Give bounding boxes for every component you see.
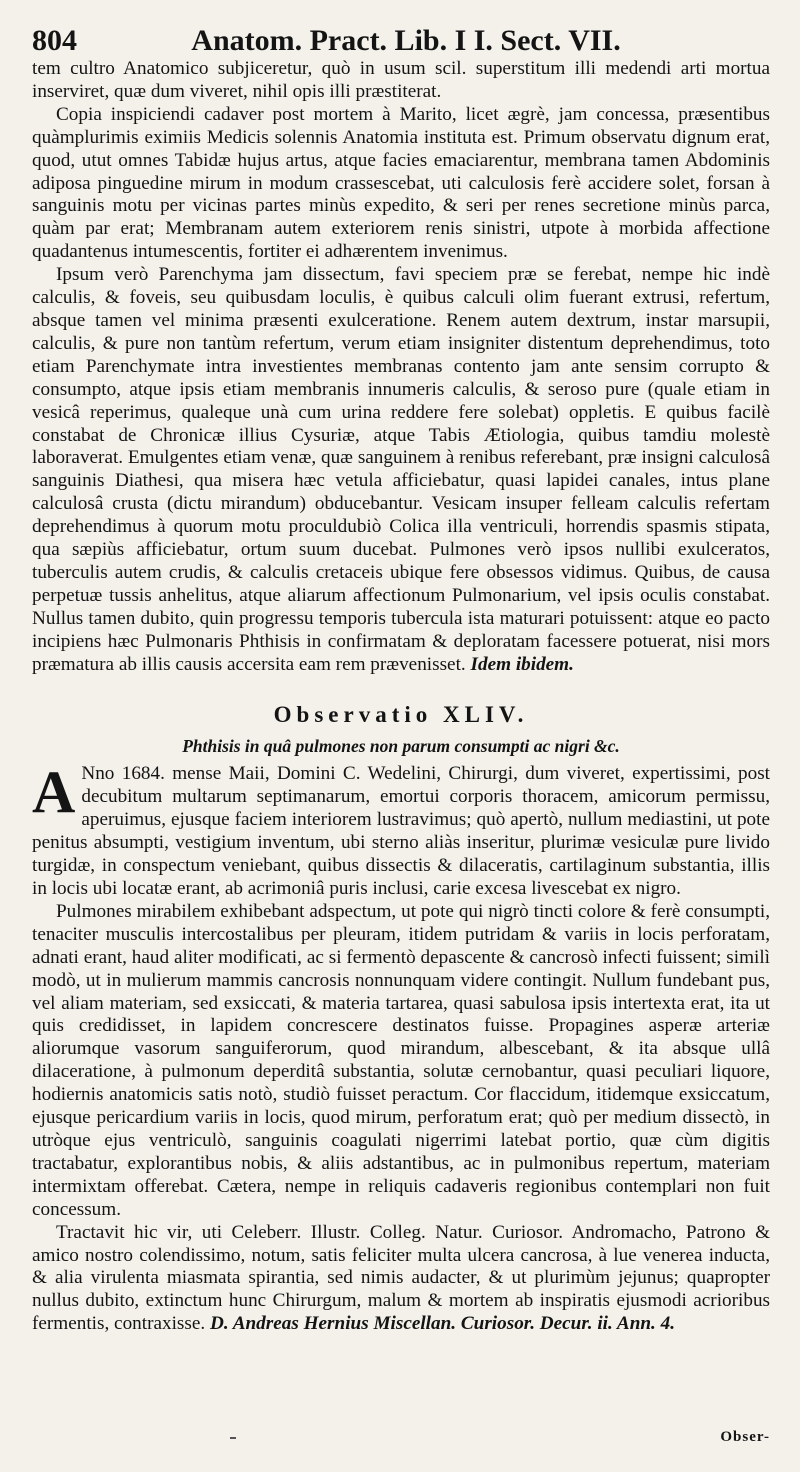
signature: Idem ibidem. xyxy=(470,653,574,675)
paragraph-opening xyxy=(32,759,770,900)
ink-mark xyxy=(230,1437,236,1439)
paragraph xyxy=(32,1222,770,1337)
paragraph-continuation: tem cultro Anatomico subjiceretur, quò in usum scil. superstitum illi medendi arti mortua inserviret, quæ dum viveret, nihil opis illi præstiterat. xyxy=(32,58,770,102)
paragraph-text: Ipsum verò Parenchyma jam dissectum, favi speciem præ se ferebat, nempe hic indè calculis, & foveis, seu quibusdam loculis, è quibus calculi olim fuerant extrusi, refertum, absque tamen vel minima præsenti exulceratione. Renem autem dextrum, instar marsupii, calculis, & pure non tantùm refertum, verum etiam insigniter distentum deprehendimus, toto etiam Parenchymate intra investientes membranas contento jam ante sensim corrupto & consumpto, atque ipsis etiam membranis innumeris calculis, & seroso pure (quale etiam in vesicâ reperimus, qualeque unà cum urina reddere fere solebat) oppletis. E quibus facilè constabat de Chronicæ illius Cysuriæ, atque Tabis Ætiologia, quibus tamdiu molestè laboraverat. Emulgentes etiam venæ, quæ sanguinem à renibus referebant, præ insigni calculosâ sanguinis Diathesi, qua misera hæc vetula afficiebatur, quasi lapidei canales, intus plane calculosâ crusta (dictu mirandum) obducebantur. Vesicam insuper felleam calculis refertam deprehendimus à quorum motu proculdubiò Colica illa ventriculi, horrendis spasmis stipata, qua sæpiùs afficiebatur, ortum suum ducebat. Pulmones verò ipsos nullibi exulceratos, tuberculis autem crudis, & calculis cretaceis ubique fere obsessos vidimus. Quibus, de causa perpetuæ tussis anhelitus, atque aliarum affectionum Pulmonarium, vel ipsis oculis constabat. Nullus tamen dubito, quin progressu temporis tubercula ista maturari potuissent: atque eo pacto incipiens hæc Pulmonaris Phthisis in confirmatam & deploratam facessere potuerat, nisi mors præmatura ab illis causis accersita eam rem prævenisset. xyxy=(32,264,770,675)
paragraph-text: Nno 1684. mense Maii, Domini C. Wedelini, Chirurgi, dum viveret, expertissimi, post decubitum multarum septimanarum, emortui corporis thoracem, amicorum permissu, aperuimus, ejusque faciem interiorem lustravimus; quò apertò, nullum mediastini, ut pote penitus absumpti, vestigium inventum, ubi sterno aliàs inseritur, plurimæ vesiculæ pure livido turgidæ, in conspectum veniebant, quibus dissectis & dilaceratis, cartilaginum substantia, illis in locis ubi locatæ erant, ab acrimoniâ puris inclusi, carie excesa livescebat ex nigro. xyxy=(32,763,770,899)
running-title: Anatom. Pract. Lib. I I. Sect. VII. xyxy=(191,24,621,57)
catchword: Obser- xyxy=(720,1429,770,1445)
page-number: 804 xyxy=(32,24,77,57)
paragraph: Copia inspiciendi cadaver post mortem à Marito, licet ægrè, jam concessa, præsentibus quàmplurimis eximiis Medicis solennis Anatomia instituta est. Primum observatu dignum erat, quod, utut omnes Tabidæ hujus artus, atque facies emaciarentur, membrana tamen Abdominis adiposa pinguedine mirum in modum crassescebat, uti calculosis ferè accidere solet, forsan à sanguinis motu per vicinas partes minùs expedito, & seri per renes secretione minùs parca, quàm par erat; Membranam autem exteriorem renis sinistri, utpote à morbida affectione quadantenus intumescentis, fortiter ei adhærentem invenimus. xyxy=(32,103,770,263)
drop-cap: A xyxy=(32,759,76,826)
observation-subtitle: Phthisis in quâ pulmones non parum consumpti ac nigri &c. xyxy=(182,736,620,757)
paragraph-text: Tractavit hic vir, uti Celeberr. Illustr. Colleg. Natur. Curiosor. Andromacho, Patrono & amico nostro colendissimo, notum, satis feliciter multa ulcera cancrosa, à lue venerea inducta, & alia virulenta miasmata spirantia, sed nimis audacter, & ut plurimùm jejunus; quapropter nullus dubito, extinctum hunc Chirurgum, malum & mortem ab inspiratis ejusmodi acrioribus fermentis, contraxisse. xyxy=(32,1221,770,1335)
paragraph xyxy=(32,264,770,676)
running-header xyxy=(32,24,770,56)
signature: D. Andreas Hernius Miscellan. Curiosor. Decur. ii. Ann. 4. xyxy=(209,1313,676,1335)
observation-title: Observatio XLIV. xyxy=(273,702,529,728)
paragraph: Pulmones mirabilem exhibebant adspectum, ut pote qui nigrò tincti colore & ferè consumpti, tenaciter musculis intercostalibus per pleuram, itidem putridam & variis in locis perforatam, adnati erant, haud aliter modificati, ac si fermentò depascente & cancrosò infecti fuissent; similì modò, ut in mulierum mammis cancrosis nonnunquam videre contingit. Nullum fundebant pus, vel aliam materiam, sed exsiccati, & materia tartarea, quasi sabulosa ipsis intertexta erat, ita ut quis credidisset, in lapidem concrescere destinatos fuisse. Propagines asperæ arteriæ aliorumque vasorum sanguiferorum, quod mirandum, albescebant, & ita absque ullâ dilaceratione, à pulmonum deperditâ substantia, solutæ cernobantur, quasi peculiari liquore, hodiernis anatomicis satis notò, studiò fuisset peractum. Cor flaccidum, itidemque exsiccatum, ejusque pericardium variis in locis, quod mirum, perforatum erat; quò per medium dissectò, in utròque ejus ventriculò, sanguinis coagulati nigerrimi latebat portio, quæ cùm digitis tractabatur, explorantibus nobis, & aliis adstantibus, ac in pulmonibus repertum, materiam intermixtam offerebat. Cætera, nempe in reliquis cadaveris regionibus contemplari non fuit concessum. xyxy=(32,900,770,1220)
